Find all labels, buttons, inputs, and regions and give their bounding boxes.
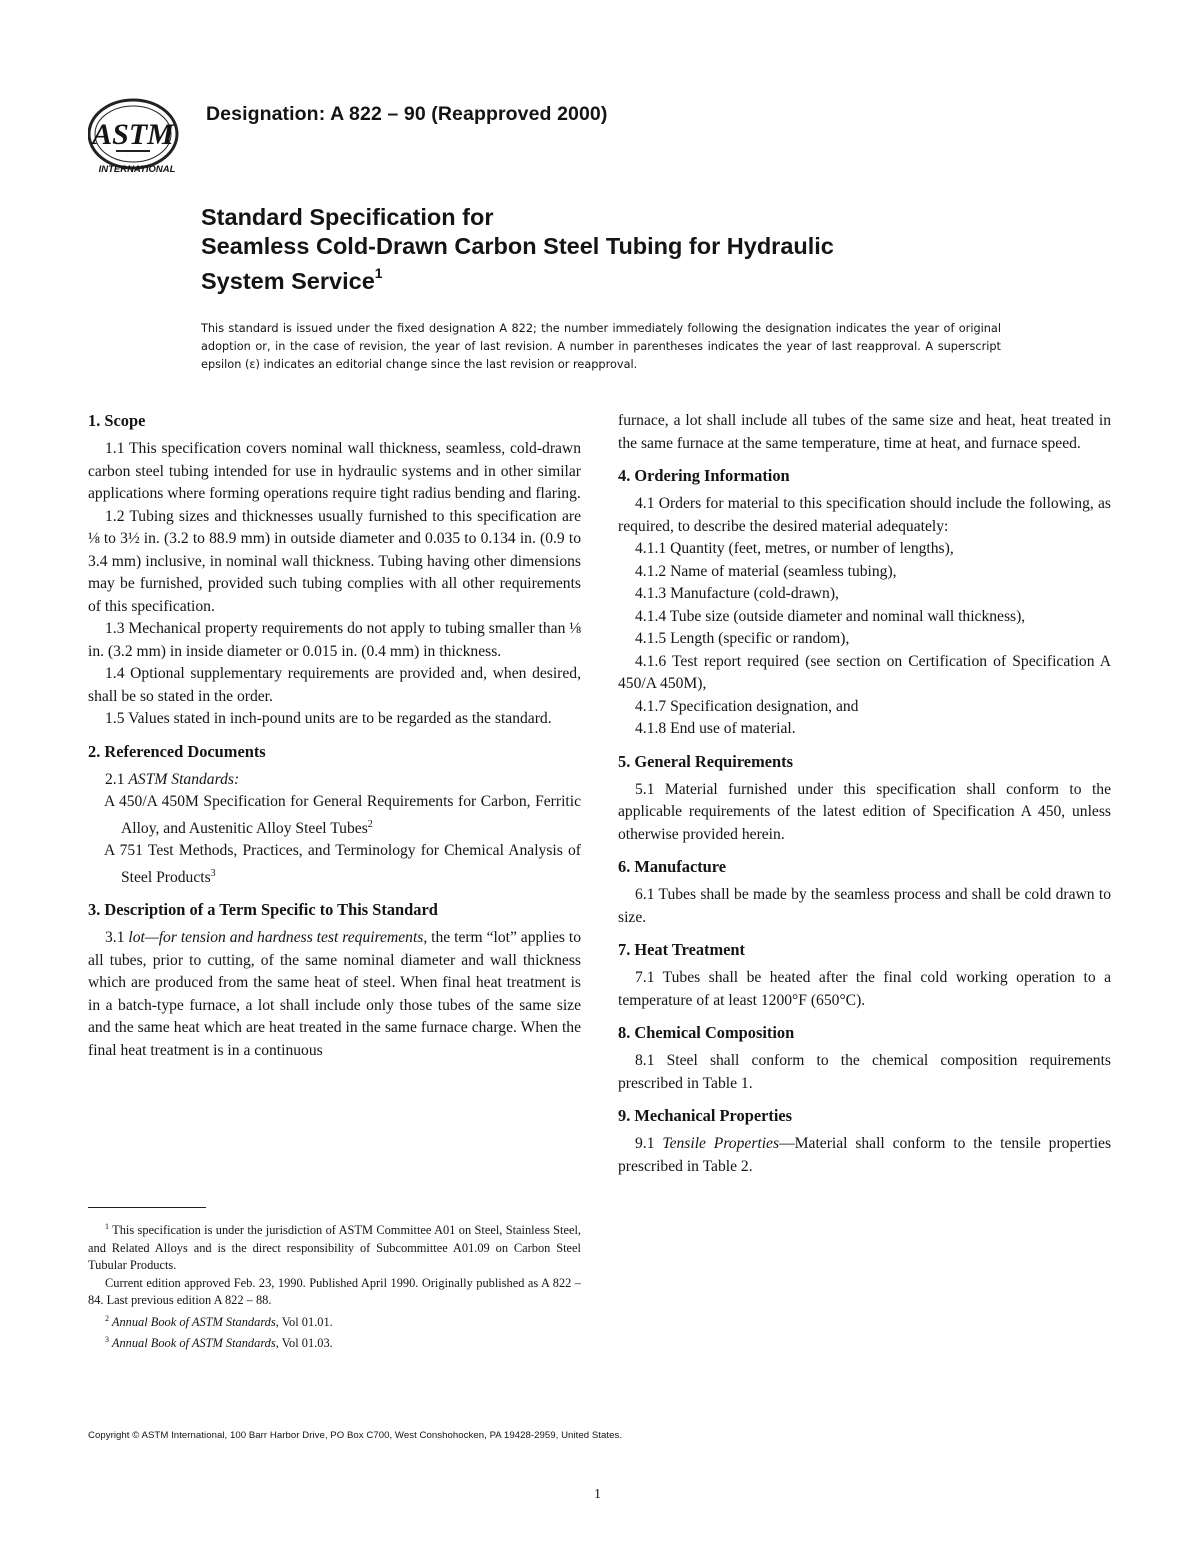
list-item: 4.1.2 Name of material (seamless tubing), (635, 562, 897, 580)
paragraph: 1.1 This specification covers nominal wall thickness, seamless, cold-drawn carbon steel tubing intended for use in hydraulic systems and in other similar applications where forming operations require tight radius bending and flaring. (88, 440, 581, 502)
list-item: 4.1.1 Quantity (feet, metres, or number of lengths), (635, 540, 954, 557)
title-line-2: Seamless Cold-Drawn Carbon Steel Tubing for Hydraulic (201, 233, 834, 259)
logo-subtitle: INTERNATIONAL (98, 164, 176, 174)
paragraph: 8.1 Steel shall conform to the chemical composition requirements prescribed in Table 1. (618, 1052, 1111, 1092)
title-line-3: System Service$^1$ (201, 265, 383, 294)
paragraph: 1.2 Tubing sizes and thicknesses usually furnished to this specification are ⅛ to 3½ in. (3.2 to 88.9 mm) in outside diameter and 0.035 to 0.134 in. (0.9 to 3.4 mm) inclusive, in nominal wall thickness. Tubing having other dimensions may be furnished, provided such tubing complies with all other requirements of this specification. (88, 507, 581, 615)
reference-item: A 450/A 450M Specification for General Requirements for Carbon, Ferritic Alloy, and Austenitic Alloy Steel Tubes$^2$ (104, 793, 581, 837)
document-title (201, 203, 1081, 296)
section-heat-treatment (618, 939, 1111, 1012)
paragraph: 2.1 ASTM Standards: (105, 770, 240, 788)
footnote: $^2$ Annual Book of ASTM Standards, Vol 01.01. (105, 1313, 333, 1329)
paragraph: 1.3 Mechanical property requirements do not apply to tubing smaller than ⅛ in. (3.2 mm) in inside diameter or 0.015 in. (0.4 mm) in thickness. (88, 620, 581, 660)
paragraph: 5.1 Material furnished under this specification shall conform to the applicable requirements of the latest edition of Specification A 450, unless otherwise provided herein. (618, 780, 1111, 843)
section-heading: 5. General Requirements (618, 751, 793, 771)
left-column (88, 410, 581, 1072)
section-general-requirements (618, 751, 1111, 847)
list-item: 4.1.4 Tube size (outside diameter and nominal wall thickness), (635, 607, 1026, 625)
list-item: 4.1.3 Manufacture (cold-drawn), (635, 585, 839, 602)
list-item: 4.1.7 Specification designation, and (635, 697, 859, 715)
section-description-continued (618, 410, 1111, 455)
section-ordering-information (618, 465, 1111, 741)
paragraph: 1.4 Optional supplementary requirements are provided and, when desired, shall be so stated in the order. (88, 665, 581, 705)
right-column (618, 410, 1111, 1188)
list-item: 4.1.5 Length (specific or random), (635, 630, 850, 647)
paragraph: 7.1 Tubes shall be heated after the final cold working operation to a temperature of at least 1200°F (650°C). (618, 969, 1111, 1009)
section-description (88, 899, 581, 1062)
section-heading: 1. Scope (88, 411, 146, 430)
list-item: 4.1.8 End use of material. (635, 720, 796, 737)
footnote-divider (88, 1207, 206, 1208)
paragraph: 6.1 Tubes shall be made by the seamless process and shall be cold drawn to size. (618, 886, 1111, 926)
section-manufacture (618, 856, 1111, 929)
list-item: 4.1.6 Test report required (see section on Certification of Specification A 450/A 450M), (618, 652, 1111, 692)
paragraph: 3.1 lot—for tension and hardness test requirements, the term “lot” applies to all tubes, prior to cutting, of the same nominal diameter and wall thickness which are produced from the same heat of steel. When final heat treatment is in a batch-type furnace, a lot shall include only those tubes of the same size and the same heat which are heat treated in the same furnace charge. When the final heat treatment is in a continuous (88, 929, 581, 1059)
footnote: $^1$ This specification is under the jurisdiction of ASTM Committee A01 on Steel, Stainless Steel, and Related Alloys and is the direct responsibility of Subcommittee A01.09 on Carbon Steel Tubular Products. (88, 1222, 581, 1273)
page-number: 1 (594, 1487, 601, 1502)
section-heading: 4. Ordering Information (618, 466, 790, 485)
title-line-1: Standard Specification for (201, 204, 494, 230)
footnotes (88, 1218, 581, 1353)
paragraph: 9.1 Tensile Properties—Material shall conform to the tensile properties prescribed in Table 2. (618, 1135, 1112, 1175)
section-heading: 3. Description of a Term Specific to This Standard (88, 900, 438, 920)
section-scope (88, 410, 581, 731)
footnote: Current edition approved Feb. 23, 1990. Published April 1990. Originally published as A 822 – 84. Last previous edition A 822 – 88. (88, 1275, 581, 1308)
title-footnote-mark: 1 (374, 265, 383, 281)
section-referenced-documents (88, 741, 581, 890)
paragraph: 1.5 Values stated in inch-pound units are to be regarded as the standard. (105, 710, 552, 727)
section-heading: 6. Manufacture (618, 857, 727, 876)
section-heading: 9. Mechanical Properties (618, 1106, 793, 1125)
paragraph: 4.1 Orders for material to this specification should include the following, as required, to describe the desired material adequately: (618, 495, 1111, 535)
issuance-notice: This standard is issued under the fixed designation A 822; the number immediately following the designation indicates the year of original adoption or, in the case of revision, the year of last revision. A number in parentheses indicates the year of last reapproval. A superscript epsilon (ε) indicates an editorial change since the last revision or reapproval. (201, 322, 1001, 371)
section-chemical-composition (618, 1022, 1111, 1095)
reference-item: A 751 Test Methods, Practices, and Terminology for Chemical Analysis of Steel Products$^3$ (104, 842, 581, 886)
section-heading: 2. Referenced Documents (88, 741, 266, 761)
section-heading: 7. Heat Treatment (618, 940, 745, 959)
astm-logo (88, 96, 192, 174)
copyright-notice: Copyright © ASTM International, 100 Barr Harbor Drive, PO Box C700, West Conshohocken, PA 19428-2959, United States. (88, 1430, 623, 1441)
section-mechanical-properties (618, 1105, 1111, 1178)
logo-word: ASTM (92, 118, 174, 151)
footnote: $^3$ Annual Book of ASTM Standards, Vol 01.03. (105, 1335, 333, 1351)
designation: Designation: A 822 – 90 (Reapproved 2000) (206, 103, 608, 125)
paragraph: furnace, a lot shall include all tubes of the same size and heat, heat treated in the same furnace at the same temperature, time at heat, and furnace speed. (618, 412, 1111, 452)
section-heading: 8. Chemical Composition (618, 1023, 795, 1042)
